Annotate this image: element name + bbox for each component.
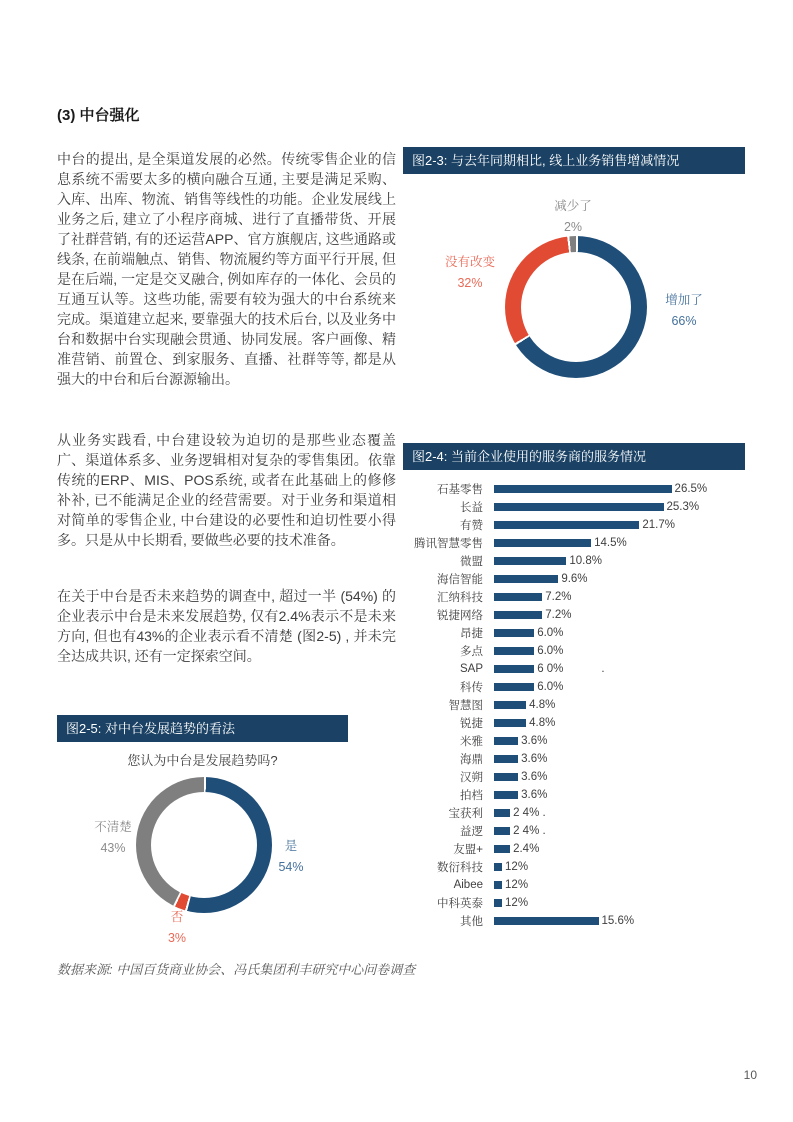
bar-row — [403, 480, 753, 498]
bar-row — [403, 588, 753, 606]
donut-label-yes: 是 54% — [278, 839, 304, 874]
bar-label: 米雅 — [460, 736, 483, 748]
chart-2-4 — [403, 443, 753, 943]
chart-2-5 — [57, 715, 357, 950]
bar-label: Aibee — [453, 879, 483, 891]
bar — [494, 791, 518, 799]
bar-value: 7.2% — [545, 609, 572, 621]
bar-label: 海信智能 — [437, 574, 483, 586]
bar — [494, 737, 518, 745]
bar-value: 25.3% — [666, 501, 700, 513]
bar — [494, 881, 502, 889]
bar-value: 12% — [505, 861, 529, 873]
bar-label: 汉朔 — [460, 772, 483, 784]
donut-label-decreased: 减少了 2% — [554, 199, 592, 234]
bar-row — [403, 768, 753, 786]
bar — [494, 503, 664, 511]
donut-label-increased: 增加了 66% — [665, 293, 703, 328]
bar-row — [403, 858, 753, 876]
bar-label: 微盟 — [460, 556, 483, 568]
donut-chart-2-5 — [136, 777, 272, 913]
bar-row — [403, 876, 753, 894]
bar — [494, 701, 526, 709]
bar-label: 多点 — [460, 646, 483, 658]
bar — [494, 845, 510, 853]
bar — [494, 827, 510, 835]
bar — [494, 863, 502, 871]
bar-value: 2 4% . — [513, 825, 546, 837]
donut-label-unclear: 不清楚 43% — [94, 820, 132, 855]
chart-2-3-title: 图2-3: 与去年同期相比, 线上业务销售增减情况 — [403, 147, 745, 174]
bar-label: 石基零售 — [437, 484, 483, 496]
donut-label-no-change: 没有改变 32% — [444, 255, 496, 290]
bar-value: 3.6% — [521, 771, 548, 783]
chart-2-4-title: 图2-4: 当前企业使用的服务商的服务情况 — [403, 443, 745, 470]
page-number: 10 — [743, 1068, 757, 1082]
bar — [494, 611, 542, 619]
body-paragraph: 在关于中台是否未来趋势的调查中, 超过一半 (54%) 的企业表示中台是未来发展趋势, 仅有2.4%表示不是未来方向, 但也有43%的企业表示看不清楚 (图2-5) , 并未完全达成共识, 还有一定探索空间。 — [57, 588, 396, 664]
bar — [494, 647, 534, 655]
bar-label: 汇纳科技 — [437, 592, 483, 604]
bar — [494, 593, 542, 601]
bar-row — [403, 606, 753, 624]
bar-value: 12% — [505, 897, 529, 909]
bar — [494, 521, 639, 529]
bar — [494, 809, 510, 817]
bar-value: 4.8% — [529, 717, 556, 729]
stray-dot: . — [601, 663, 605, 675]
bar-label: 益逻 — [460, 826, 483, 838]
bar-value: 3.6% — [521, 753, 548, 765]
bar — [494, 665, 534, 673]
bar — [494, 773, 518, 781]
bar-row — [403, 642, 753, 660]
bar-label: 数衍科技 — [437, 862, 483, 874]
bar — [494, 899, 502, 907]
bar-row — [403, 714, 753, 732]
bar — [494, 485, 672, 493]
bar-value: 6.0% — [537, 681, 564, 693]
bar-label: 中科英泰 — [437, 898, 483, 910]
bar-row — [403, 912, 753, 930]
bar-row — [403, 840, 753, 858]
bar-row — [403, 516, 753, 534]
bar — [494, 575, 558, 583]
bar-row — [403, 678, 753, 696]
bar-value: 6 0% — [537, 663, 564, 675]
bar-label: 拍档 — [460, 790, 483, 802]
bar-label: 腾讯智慧零售 — [414, 538, 483, 550]
bar — [494, 917, 599, 925]
bar — [494, 557, 566, 565]
bar-label: 其他 — [460, 916, 483, 928]
bar-row — [403, 660, 753, 678]
donut-chart-2-3 — [505, 236, 647, 378]
bar-value: 10.8% — [569, 555, 602, 567]
bar — [494, 683, 534, 691]
bar-value: 26.5% — [674, 483, 708, 495]
bar-row — [403, 624, 753, 642]
bar-value: 6.0% — [537, 645, 564, 657]
bar-label: 长益 — [460, 502, 483, 514]
bar-value: 4.8% — [529, 699, 556, 711]
bar-row — [403, 750, 753, 768]
chart-2-3 — [403, 147, 745, 437]
bar-value: 3.6% — [521, 735, 548, 747]
bar-value: 9.6% — [561, 573, 588, 585]
bar-label: 锐捷 — [460, 718, 483, 730]
body-paragraph: 中台的提出, 是全渠道发展的必然。传统零售企业的信息系统不需要太多的横向融合互通, 主要是满足采购、入库、出库、物流、销售等线性的功能。企业发展线上业务之后, 建立了小程序商城、进行了直播带货、开展了社群营销, 有的还运营APP、官方旗舰店, 这些通路或线条, 在前端触点、销售、物流履约等方面平行开展, 但是在后端, 一定是交叉融合, 例如库存的一体化、会员的互通互认等。这些功能, 需要有较为强大的中台系统来完成。渠道建立起来, 要靠强大的技术后台, 以及业务中台和数据中台实现融会贯通、协同发展。客户画像、精准营销、前置仓、到家服务、直播、社群等等, 都是从强大的中台和后台源源输出。 — [57, 151, 396, 387]
bar-value: 3.6% — [521, 789, 548, 801]
bar-row — [403, 894, 753, 912]
bar-value: 2 4% . — [513, 807, 546, 819]
bar-value: 12% — [505, 879, 529, 891]
donut-label-no: 否 3% — [167, 910, 187, 945]
bar — [494, 719, 526, 727]
bar-value: 7.2% — [545, 591, 572, 603]
bar-label: 海鼎 — [460, 754, 483, 766]
bar-row — [403, 552, 753, 570]
bar-label: SAP — [459, 663, 483, 675]
bar-row — [403, 786, 753, 804]
bar-row — [403, 570, 753, 588]
body-paragraph: 从业务实践看, 中台建设较为迫切的是那些业态覆盖广、渠道体系多、业务逻辑相对复杂的零售集团。依靠传统的ERP、MIS、POS系统, 或者在此基础上的修修补补, 已不能满足企业的经营需要。对于业务和渠道相对简单的零售企业, 中台建设的必要性和迫切性要小得多。只是从中长期看, 要做些必要的技术准备。 — [57, 432, 396, 548]
data-source-note: 数据来源: 中国百货商业协会、冯氏集团利丰研究中心问卷调查 — [57, 962, 416, 977]
bar-row — [403, 498, 753, 516]
bar-label: 有赞 — [460, 520, 483, 532]
bar-value: 2.4% — [513, 843, 540, 855]
bar-row — [403, 696, 753, 714]
bar-row — [403, 534, 753, 552]
bar-value: 21.7% — [642, 519, 675, 531]
bar-label: 友盟+ — [453, 844, 483, 856]
bar-value: 14.5% — [594, 537, 627, 549]
chart-2-5-title: 图2-5: 对中台发展趋势的看法 — [57, 715, 348, 742]
bar-chart-rows — [403, 480, 753, 930]
bar-row — [403, 804, 753, 822]
bar-row — [403, 732, 753, 750]
bar-value: 6.0% — [537, 627, 564, 639]
chart-2-5-question: 您认为中台是发展趋势吗? — [127, 753, 278, 768]
bar — [494, 539, 591, 547]
bar-row — [403, 822, 753, 840]
bar-value: 15.6% — [601, 915, 635, 927]
bar-label: 科传 — [460, 682, 483, 694]
bar — [494, 755, 518, 763]
bar-label: 宝获利 — [448, 808, 483, 820]
bar — [494, 629, 534, 637]
bar-label: 智慧图 — [448, 700, 483, 712]
bar-label: 昂捷 — [460, 628, 483, 640]
section-heading: (3) 中台强化 — [57, 107, 140, 124]
bar-label: 锐捷网络 — [437, 610, 483, 622]
